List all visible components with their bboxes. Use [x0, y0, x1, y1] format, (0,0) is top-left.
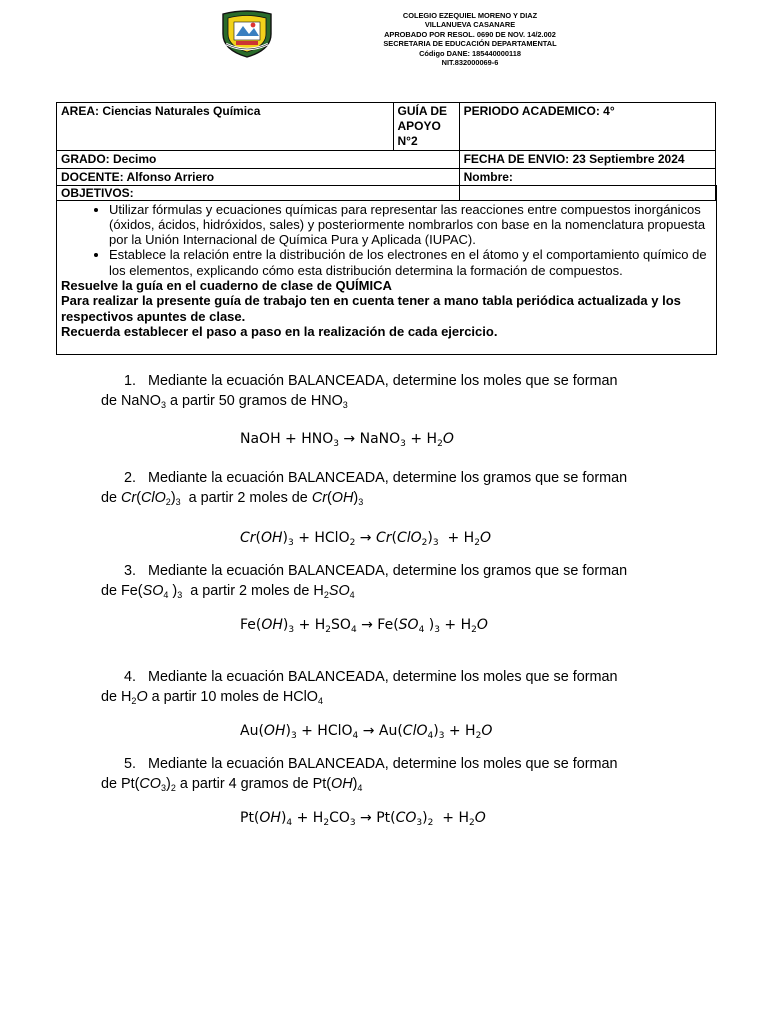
question-text: de: [101, 392, 118, 409]
question-4: 4. Mediante la ecuación BALANCEADA, determine los moles que se forman de $H_2O$ a partir 10 moles de HClO$_4$: [101, 669, 618, 706]
question-number: 2.: [124, 470, 137, 486]
objective-item: • Utilizar fórmulas y ecuaciones químicas para representar las reacciones entre compuestos inorgánicos (óxidos, ácidos, hidróxidos, sales) y posteriormente nombrarlos con base en la nomenclatura propuesta por la Unión Internacional de Química Pura y Aplicada (IUPAC).: [109, 202, 712, 248]
question-text: de: [101, 582, 118, 599]
question-1: [101, 372, 681, 411]
header-line: COLEGIO EZEQUIEL MORENO Y DIAZ: [402, 11, 538, 20]
question-text: Mediante la ecuación BALANCEADA, determine los gramos que se forman: [148, 563, 628, 579]
instruction-note: Para realizar la presente guía de trabajo ten en cuenta tener a mano tabla periódica actualizada y los respectivos apuntes de clase.: [61, 293, 681, 324]
question-text: Mediante la ecuación BALANCEADA, determine los moles que se forman: [148, 669, 618, 685]
equation-4: $Au(OH)_3$ + HClO$_4$ → $Au(ClO_4)_3 + H_2O$: [240, 723, 493, 741]
question-text: de: [101, 775, 118, 792]
instruction-note: Recuerda establecer el paso a paso en la realización de cada ejercicio.: [61, 323, 498, 339]
question-text: a partir 10 moles de: [151, 688, 279, 705]
question-5: 5. Mediante la ecuación BALANCEADA, determine los moles que se forman de $Pt(CO_3)_2$ a partir 4 gramos de $Pt(OH)_4$: [101, 756, 618, 793]
question-text: a partir 2 moles de: [190, 582, 310, 599]
formula: $Pt(CO_3)_2$: [121, 775, 176, 793]
question-number: 4.: [124, 669, 137, 685]
question-number: 5.: [124, 756, 137, 772]
question-text: a partir 50 gramos de: [170, 392, 307, 409]
header-line: Código DANE: 185440000118: [419, 48, 521, 58]
equation-1: NaOH + $HNO_3$ → NaNO$_3$ + $H_2O$: [240, 431, 454, 449]
nombre-cell: Nombre:: [459, 169, 715, 201]
objective-item: • Establece la relación entre la distribución de los electrones en el átomo y el comportamiento químico de los elementos, explicando cómo esta distribución determina la formación de compuestos.: [109, 247, 712, 278]
area-cell: AREA: Ciencias Naturales Química: [57, 103, 394, 151]
question-text: de: [101, 688, 118, 705]
equation-5: $Pt(OH)_4 + H_2CO_3 \to Pt(CO_3)_2 + H_2O$: [240, 810, 486, 828]
periodo-cell: PERIODO ACADEMICO: 4°: [459, 103, 715, 151]
header-line: APROBADO POR RESOL. 0690 DE NOV. 14/2.002: [384, 29, 556, 39]
question-text: Mediante la ecuación BALANCEADA, determine los moles que se forman: [148, 373, 618, 389]
objectives-list: [61, 202, 712, 278]
question-number: 1.: [124, 373, 137, 389]
header-line: NIT.832000069-6: [441, 58, 499, 68]
formula: Cr: [121, 489, 137, 506]
question-2: 2. Mediante la ecuación BALANCEADA, determine los gramos que se forman de $Cr(ClO_2)_3$ a partir 2 moles de $Cr(OH)_3$: [101, 470, 628, 507]
header-line: SECRETARIA DE EDUCACIÓN DEPARTAMENTAL: [383, 39, 557, 49]
question-number: 3.: [124, 563, 137, 579]
school-crest-logo: [219, 10, 275, 58]
objectives-title: OBJETIVOS:: [61, 186, 134, 200]
objectives-box: [56, 185, 717, 355]
formula: NaNO$_3$: [121, 392, 167, 410]
institution-header: [320, 11, 620, 67]
formula: $Fe(SO_4$ )$_3$: [121, 582, 183, 600]
question-text: de: [101, 489, 118, 506]
grado-cell: GRADO: Decimo: [57, 151, 460, 169]
fecha-cell: FECHA DE ENVIO: 23 Septiembre 2024: [459, 151, 715, 169]
instruction-note: Resuelve la guía en el cuaderno de clase de QUÍMICA: [61, 277, 392, 293]
question-text: a partir 4 gramos de: [179, 775, 309, 792]
question-text: a partir 2 moles de: [188, 489, 308, 506]
formula: $HNO_3$: [310, 392, 348, 410]
docente-cell: DOCENTE: Alfonso Arriero: [57, 169, 460, 201]
equation-3: $Fe(OH)_3 + H_2SO_4 \to Fe(SO_4$ )$_3 + H_2O$: [240, 617, 488, 635]
question-text: Mediante la ecuación BALANCEADA, determine los moles que se forman: [148, 756, 618, 772]
question-3: 3. Mediante la ecuación BALANCEADA, determine los gramos que se forman de $Fe(SO_4$ )$_3$ a partir 2 moles de $H_2SO_4$: [101, 563, 628, 600]
header-line: VILLANUEVA CASANARE: [424, 20, 516, 30]
formula: $H_2O$: [121, 688, 148, 706]
question-text: Mediante la ecuación BALANCEADA, determine los gramos que se forman: [148, 470, 628, 486]
equation-2: $Cr(OH)_3$ + HClO$_2$ → $Cr(ClO_2)_3 + H_2O$: [240, 530, 491, 548]
guia-cell: GUÍA DE APOYO N°2: [393, 103, 459, 151]
